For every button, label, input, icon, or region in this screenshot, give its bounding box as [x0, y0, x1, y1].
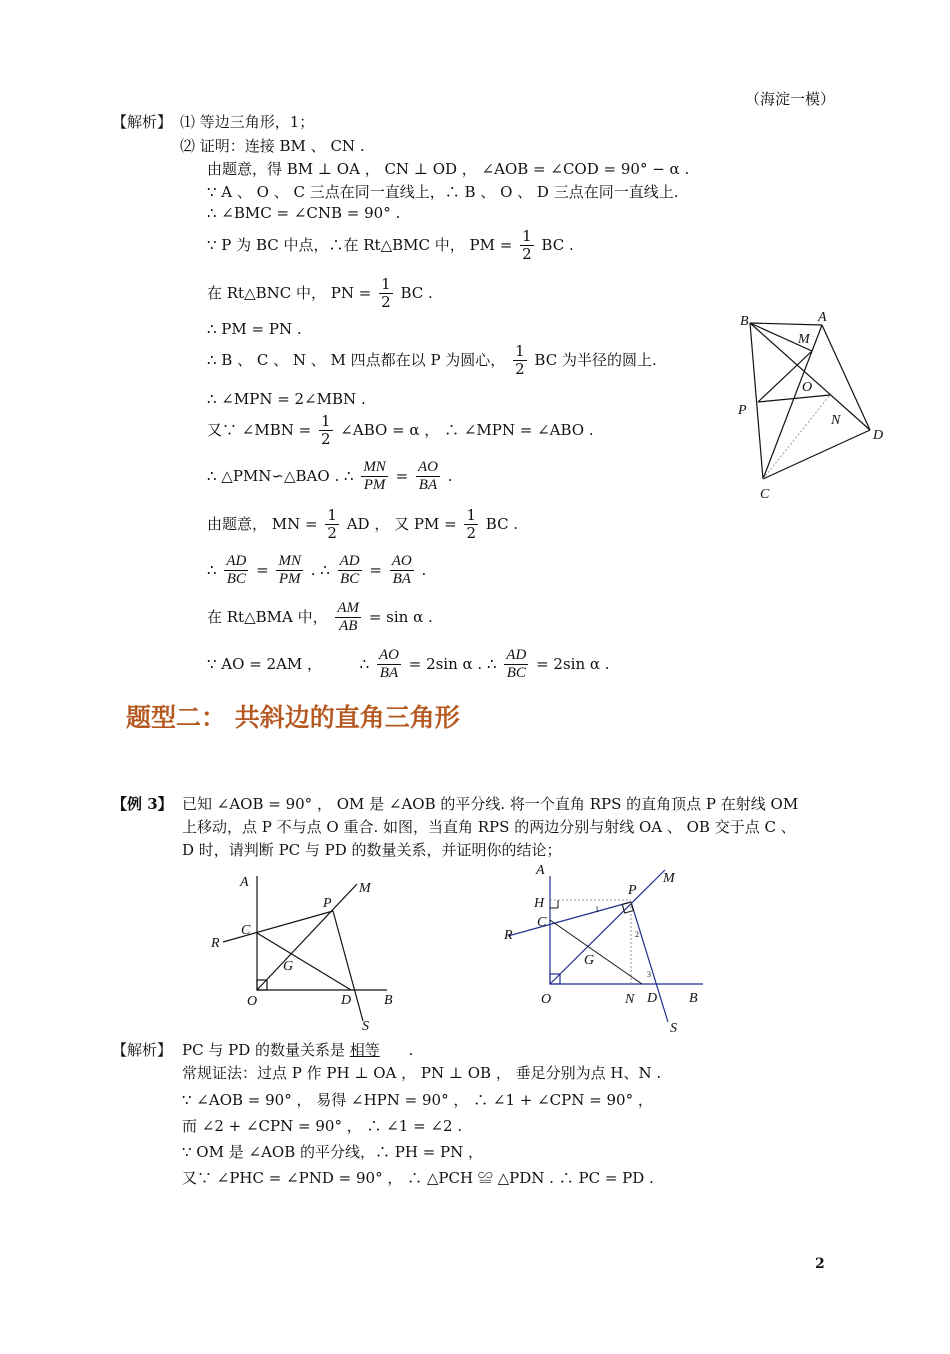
proof-line: 又∵ ∠MBN = $\frac{1}{2}$ ∠ABO = α ， ∴ ∠MPN = ∠ABO .: [207, 412, 594, 449]
fraction: $\frac{1}{2}$: [466, 506, 476, 543]
fraction: $\frac{AD}{BC}$: [226, 553, 247, 588]
label-M: M: [798, 332, 810, 347]
proof-line: 在 Rt△BNC 中， PN = $\frac{1}{2}$ BC .: [207, 275, 433, 312]
proof-line: ∴ △PMN∽△BAO . ∴ $\frac{MN}{PM}$ = $\frac{AO}{BA}$ .: [207, 459, 453, 494]
proof-line: 在 Rt△BMA 中， $\frac{AM}{AB}$ = sin α .: [207, 600, 433, 635]
proof-line: ∵ AO = 2AM ， ∴ $\frac{AO}{BA}$ = 2sin α . ∴ $\frac{AD}{BC}$ = 2sin α .: [207, 647, 610, 682]
label-D: D: [647, 991, 658, 1006]
solution-tag: 【解析】: [112, 113, 173, 131]
label-O: O: [802, 380, 813, 395]
label-B: B: [740, 314, 749, 329]
proof-line: ∵ A 、 O 、 C 三点在同一直线上，∴ B 、 O 、 D 三点在同一直线上.: [207, 183, 679, 201]
example-line: 已知 ∠AOB = 90° ， OM 是 ∠AOB 的平分线. 将一个直角 RPS 的直角顶点 P 在射线 OM: [182, 795, 799, 813]
fraction: $\frac{MN}{PM}$: [363, 459, 386, 494]
label-O: O: [247, 994, 258, 1009]
solution-line: 又∵ ∠PHC = ∠PND = 90° ， ∴ △PCH ≌ △PDN . ∴ PC = PD .: [182, 1169, 654, 1187]
example-line: 上移动，点 P 不与点 O 重合. 如图，当直角 RPS 的两边分别与射线 OA 、 OB 交于点 C 、: [182, 818, 796, 836]
fraction: $\frac{MN}{PM}$: [278, 553, 301, 588]
fraction: $\frac{AD}{BC}$: [506, 647, 527, 682]
proof-line: ∴ B 、 C 、 N 、 M 四点都在以 P 为圆心， $\frac{1}{2}$ BC 为半径的圆上.: [207, 342, 657, 379]
fraction: $\frac{AD}{BC}$: [339, 553, 360, 588]
label-O: O: [541, 992, 552, 1007]
proof-line: ∴ $\frac{AD}{BC}$ = $\frac{MN}{PM}$ . ∴ $\frac{AD}{BC}$ = $\frac{AO}{BA}$ .: [207, 553, 427, 588]
solution-line: ∵ OM 是 ∠AOB 的平分线，∴ PH = PN ，: [182, 1143, 484, 1161]
fraction: $\frac{1}{2}$: [515, 342, 525, 379]
proof-line: ∴ ∠BMC = ∠CNB = 90° .: [207, 204, 401, 222]
label-P: P: [628, 883, 637, 898]
page-number: 2: [815, 1256, 825, 1272]
label-P: P: [323, 896, 332, 911]
proof-line: 由题意，得 BM ⊥ OA ， CN ⊥ OD ， ∠AOB = ∠COD = 90° − α .: [207, 160, 690, 178]
label-B: B: [384, 993, 393, 1008]
fraction: $\frac{AO}{BA}$: [417, 459, 438, 494]
label-M: M: [663, 871, 675, 886]
example-line: D 时，请判断 PC 与 PD 的数量关系，并证明你的结论；: [182, 841, 562, 859]
right-angle-figure-right: [498, 860, 713, 1038]
solution-line: 常规证法：过点 P 作 PH ⊥ OA ， PN ⊥ OB ， 垂足分别为点 H、N .: [182, 1064, 662, 1082]
fraction: $\frac{1}{2}$: [320, 412, 331, 449]
label-N: N: [831, 413, 841, 428]
label-S: S: [362, 1019, 369, 1034]
label-C: C: [537, 915, 547, 930]
label-D: D: [341, 993, 352, 1008]
proof-line: ∴ PM = PN .: [207, 320, 302, 338]
section-heading: 题型二： 共斜边的直角三角形: [126, 703, 460, 732]
label-C: C: [760, 487, 770, 502]
proof-line: ∵ P 为 BC 中点，∴在 Rt△BMC 中， PM = $\frac{1}{2}$ BC .: [207, 227, 574, 264]
label-A: A: [818, 310, 827, 325]
solution-line: 而 ∠2 + ∠CPN = 90° ， ∴ ∠1 = ∠2 .: [182, 1117, 463, 1135]
answer-blank: 相等: [349, 1041, 380, 1059]
label-M: M: [359, 881, 371, 896]
label-H: H: [534, 896, 545, 911]
proof-line: ∴ ∠MPN = 2∠MBN .: [207, 390, 366, 408]
solution-tag: 【解析】: [112, 1041, 173, 1059]
fraction: $\frac{1}{2}$: [327, 506, 337, 543]
label-S: S: [670, 1021, 677, 1036]
label-A: A: [240, 875, 249, 890]
quadrilateral-figure: [730, 305, 900, 505]
fraction: $\frac{AM}{AB}$: [337, 600, 360, 635]
angle-3-label: 3: [647, 970, 651, 979]
right-angle-figure-left: [205, 866, 405, 1036]
fraction: $\frac{1}{2}$: [522, 227, 532, 264]
label-A: A: [536, 863, 545, 878]
source-note: （海淀一模）: [745, 90, 836, 108]
label-G: G: [283, 959, 294, 974]
label-D: D: [873, 428, 884, 443]
label-B: B: [689, 991, 698, 1006]
solution-part1: ⑴ 等边三角形，1；: [180, 113, 315, 131]
angle-2-label: 2: [635, 930, 639, 939]
proof-line: 由题意， MN = $\frac{1}{2}$ AD ， 又 PM = $\frac{1}{2}$ BC .: [207, 506, 519, 543]
fraction: $\frac{AO}{BA}$: [391, 553, 412, 588]
solution-line: PC 与 PD 的数量关系是 相等 .: [182, 1041, 414, 1059]
label-R: R: [504, 928, 513, 943]
solution-line: ∵ ∠AOB = 90° ， 易得 ∠HPN = 90° ， ∴ ∠1 + ∠CPN = 90° ，: [182, 1091, 653, 1109]
label-G: G: [584, 953, 595, 968]
solution-part2: ⑵ 证明：连接 BM 、 CN .: [180, 137, 365, 155]
label-P: P: [738, 403, 747, 418]
label-R: R: [211, 936, 220, 951]
fraction: $\frac{1}{2}$: [381, 275, 391, 312]
fraction: $\frac{AO}{BA}$: [378, 647, 399, 682]
example-tag: 【例 3】: [112, 795, 173, 813]
label-C: C: [241, 923, 251, 938]
angle-1-label: 1: [595, 905, 599, 914]
label-N: N: [625, 992, 635, 1007]
